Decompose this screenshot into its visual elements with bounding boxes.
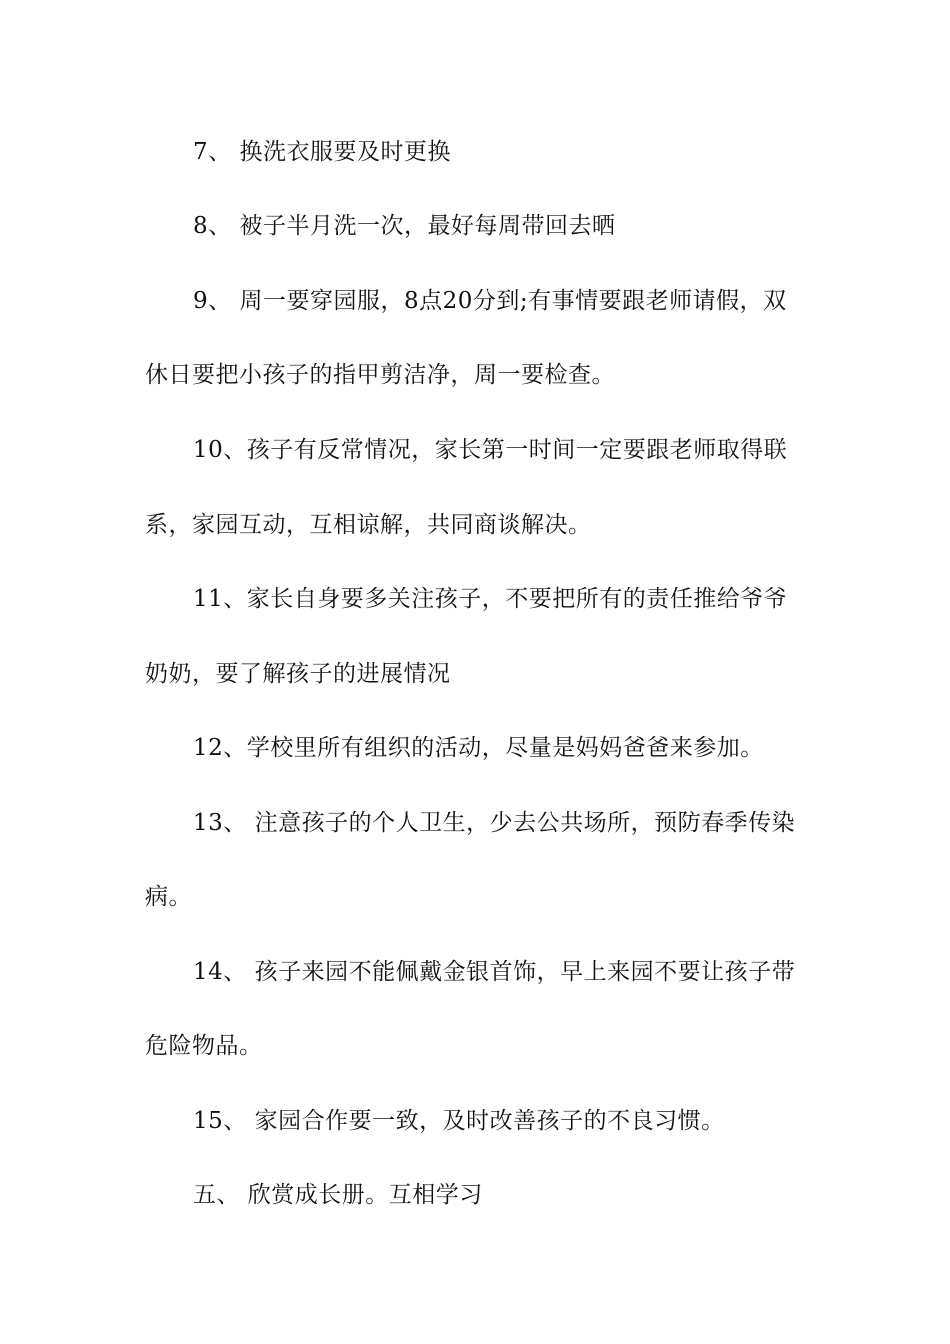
item-13-line-1: 13、 注意孩子的个人卫生，少去公共场所，预防春季传染 (193, 810, 796, 836)
item-7-line-1: 7、 换洗衣服要及时更换 (193, 139, 451, 165)
item-10-line-2: 系，家园互动，互相谅解，共同商谈解决。 (145, 512, 592, 538)
item-14-line-2: 危险物品。 (145, 1033, 263, 1059)
item-8-line-1: 8、 被子半月洗一次，最好每周带回去晒 (193, 213, 616, 239)
item-9-line-2: 休日要把小孩子的指甲剪洁净，周一要检查。 (145, 362, 615, 388)
item-10-line-1: 10、孩子有反常情况，家长第一时间一定要跟老师取得联 (193, 437, 788, 463)
item-11-line-1: 11、家长自身要多关注孩子，不要把所有的责任推给爷爷 (193, 586, 788, 612)
item-15-line-1: 15、 家园合作要一致，及时改善孩子的不良习惯。 (193, 1108, 725, 1134)
section-5-heading: 五、 欣赏成长册。互相学习 (193, 1182, 483, 1208)
item-11-line-2: 奶奶，要了解孩子的进展情况 (145, 661, 451, 687)
item-14-line-1: 14、 孩子来园不能佩戴金银首饰，早上来园不要让孩子带 (193, 959, 796, 985)
item-12-line-1: 12、学校里所有组织的活动，尽量是妈妈爸爸来参加。 (193, 735, 764, 761)
item-9-line-1: 9、 周一要穿园服，8点20分到;有事情要跟老师请假，双 (193, 288, 787, 314)
item-13-line-2: 病。 (145, 884, 192, 910)
